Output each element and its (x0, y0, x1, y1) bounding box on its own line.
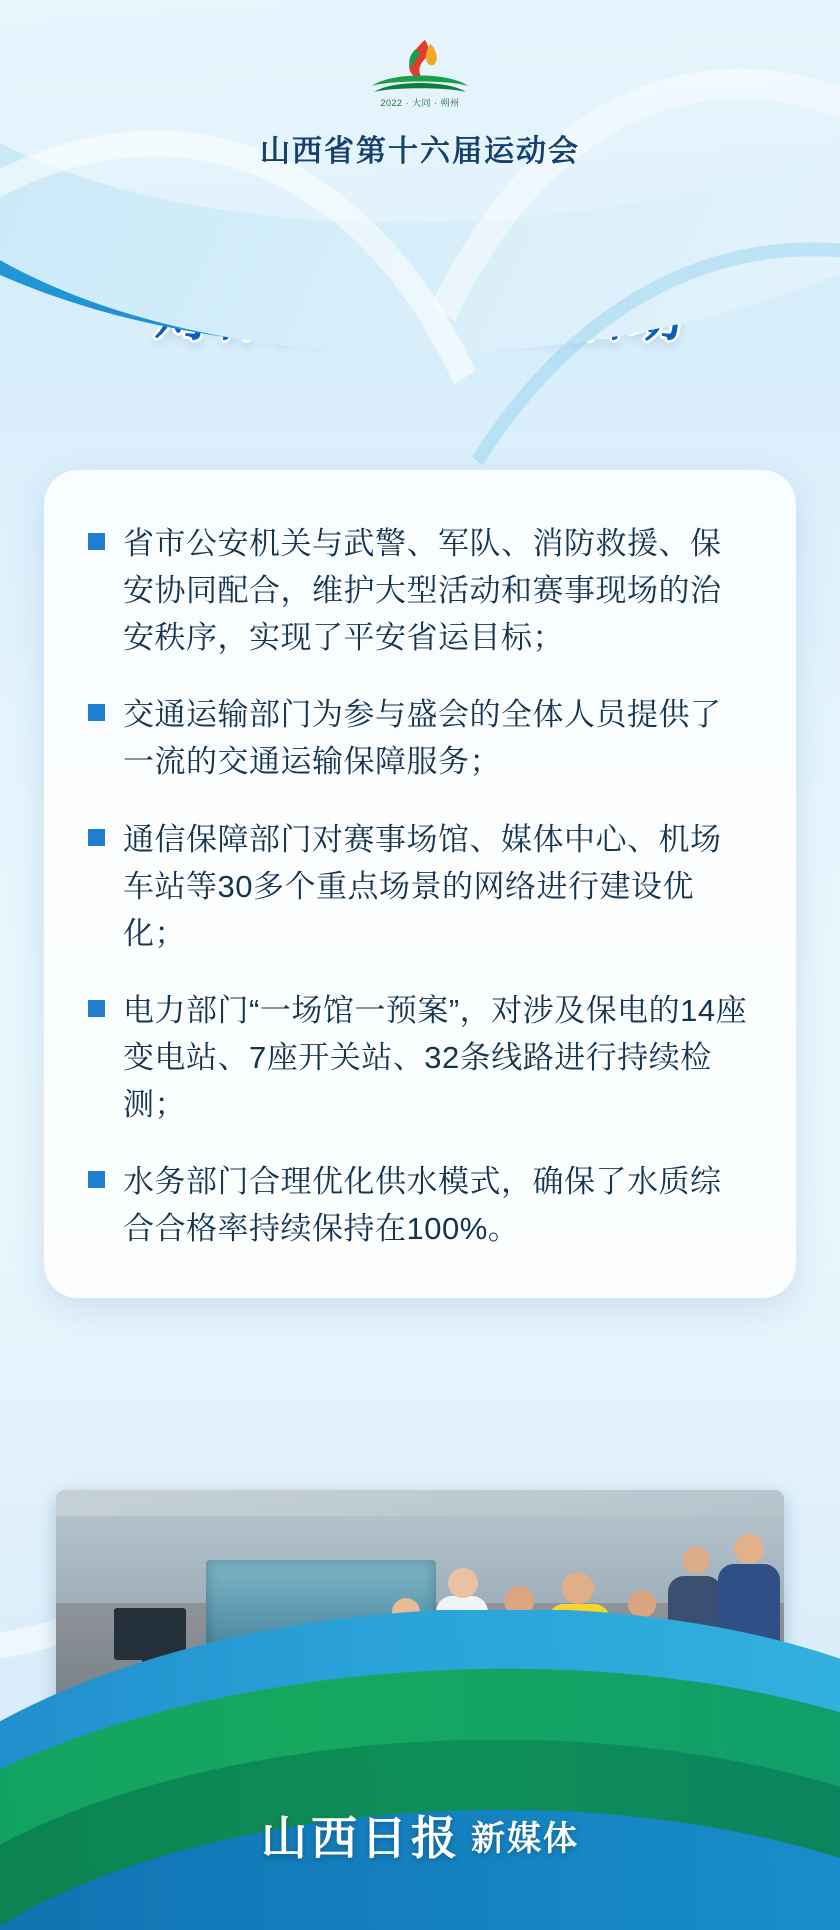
bullet-list (88, 520, 752, 1252)
list-item-text: 水务部门合理优化供水模式，确保了水质综合合格率持续保持在100%。 (123, 1164, 722, 1247)
brand-subtitle: 新媒体 (471, 1819, 579, 1858)
ribbon-icon (370, 68, 470, 98)
bullet-square-icon (88, 1000, 105, 1017)
list-item-text: 通信保障部门对赛事场馆、媒体中心、机场车站等30多个重点场景的网络进行建设优化； (123, 821, 722, 951)
photo-person-head (448, 1568, 478, 1598)
photo-banner-strip (56, 1490, 784, 1516)
bullet-square-icon (88, 704, 105, 721)
brand-name: 山西日报 (261, 1813, 461, 1864)
photo-person-head (682, 1546, 710, 1574)
shanxi-games-emblem-icon (366, 38, 474, 116)
poster-header (0, 0, 840, 170)
photo-person-head (734, 1534, 764, 1564)
footer-brand (0, 1802, 840, 1868)
list-item-text: 省市公安机关与武警、军队、消防救援、保安协同配合，维护大型活动和赛事现场的治安秩序，实现了平安省运目标； (123, 526, 722, 656)
list-item (88, 987, 752, 1128)
content-card (44, 470, 796, 1298)
bullet-square-icon (88, 829, 105, 846)
bottom-wave-decoration (0, 1610, 840, 1930)
list-item-text: 交通运输部门为参与盛会的全体人员提供了一流的交通运输保障服务； (123, 697, 722, 780)
list-item (88, 816, 752, 957)
games-title: 山西省第十六届运动会 (260, 135, 580, 168)
bullet-square-icon (88, 1171, 105, 1188)
photo-person-head (562, 1572, 594, 1604)
list-item-text: 电力部门“一场馆一预案”，对涉及保电的14座变电站、7座开关站、32条线路进行持续检测； (123, 992, 748, 1123)
list-item (88, 520, 752, 661)
bullet-square-icon (88, 533, 105, 550)
emblem-tagline: 2022 · 大同 · 朔州 (380, 98, 460, 108)
list-item (88, 1158, 752, 1252)
list-item (88, 691, 752, 785)
